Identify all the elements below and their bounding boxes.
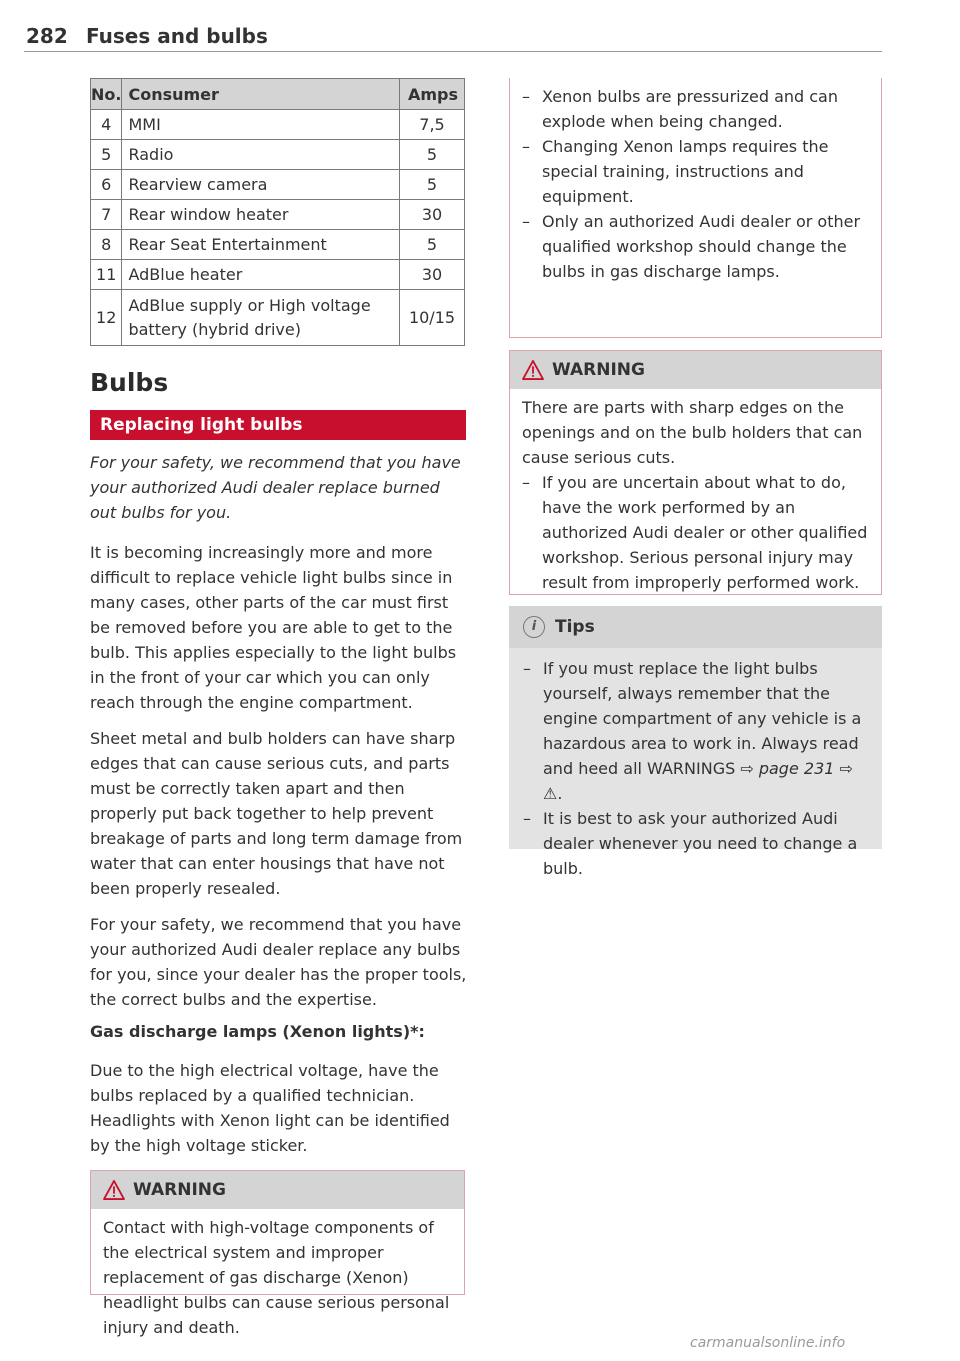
cell-amps: 30 (400, 260, 465, 290)
warning-title: WARNING (552, 360, 645, 380)
list-item (523, 656, 868, 806)
tips-box (509, 606, 882, 878)
table-row (91, 230, 465, 260)
cell-amps: 5 (400, 170, 465, 200)
fuse-table-header (91, 79, 465, 110)
table-row (91, 170, 465, 200)
cell-consumer: Rear window heater (122, 200, 400, 230)
cell-amps: 10/15 (400, 290, 465, 346)
list-item: – If you are uncertain about what to do, have the work performed by an authorized Audi dealer or other qualified workshop. Serious personal injury may result from improperly performed work. (522, 470, 869, 595)
warning-list (522, 470, 869, 595)
col-header-no: No. (91, 79, 122, 110)
cell-consumer: AdBlue supply or High voltage battery (hybrid drive) (122, 290, 400, 346)
warning-title: WARNING (133, 1180, 226, 1200)
replacing-bulbs-subheading: Replacing light bulbs (90, 410, 466, 440)
table-row (91, 200, 465, 230)
warning-box-xenon-continued (509, 78, 882, 338)
cell-no: 4 (91, 110, 122, 140)
table-row (91, 140, 465, 170)
table-row (91, 290, 465, 346)
cell-amps: 5 (400, 230, 465, 260)
cell-consumer: Rear Seat Entertainment (122, 230, 400, 260)
cell-no: 6 (91, 170, 122, 200)
cell-no: 11 (91, 260, 122, 290)
warning-triangle-icon (522, 360, 544, 380)
col-header-consumer: Consumer (122, 79, 400, 110)
tips-title: Tips (555, 617, 595, 637)
cell-consumer: AdBlue heater (122, 260, 400, 290)
bulbs-heading: Bulbs (90, 368, 169, 397)
list-item: – Only an authorized Audi dealer or other qualified workshop should change the bulbs in gas discharge lamps. (522, 209, 869, 284)
tips-body (509, 648, 882, 889)
warning-header (510, 351, 881, 389)
paragraph-difficulty: It is becoming increasingly more and more difficult to replace vehicle light bulbs since in many cases, other parts of the car must first be removed before you are able to get to the bulb. This applies especially to the light bulbs in the front of your car which you can only reach through the engine compartment. (90, 543, 457, 712)
warning-reference: ⇨ ⚠. (543, 759, 853, 803)
cell-consumer: Rearview camera (122, 170, 400, 200)
col-header-amps: Amps (400, 79, 465, 110)
paragraph-xenon: Due to the high electrical voltage, have the bulbs replaced by a qualified technician. Headlights with Xenon light can be identified by the high voltage sticker. (90, 1061, 450, 1155)
page-number: 282 (26, 24, 68, 48)
cell-consumer: Radio (122, 140, 400, 170)
paragraph-sharp-edges: Sheet metal and bulb holders can have sharp edges that can cause serious cuts, and parts must be correctly taken apart and then properly put back together to help prevent breakage of parts and long term damage from water that can enter housings that have not been properly resealed. (90, 729, 463, 898)
warning-body (510, 389, 881, 603)
warning-continued-body (510, 78, 881, 292)
warning-box-sharp-edges (509, 350, 882, 595)
page-reference-link[interactable]: ⇨ page 231 (740, 759, 835, 778)
warning-box-xenon (90, 1170, 465, 1337)
list-item: – Changing Xenon lamps requires the special training, instructions and equipment. (522, 134, 869, 209)
info-icon: i (523, 616, 545, 638)
header-divider (24, 51, 882, 52)
paragraph-safety: For your safety, we recommend that you have your authorized Audi dealer replace any bulbs for you, since your dealer has the proper tools, the correct bulbs and the expertise. (90, 915, 467, 1009)
table-row (91, 260, 465, 290)
watermark-text: carmanualsonline.info (690, 1335, 846, 1351)
warning-intro: There are parts with sharp edges on the openings and on the bulb holders that can cause serious cuts. (522, 398, 863, 467)
warning-intro: Contact with high-voltage components of the electrical system and improper replacement of gas discharge (Xenon) headlight bulbs can cause serious personal injury and death. (103, 1218, 450, 1337)
section-title: Fuses and bulbs (86, 24, 268, 48)
list-item: – Xenon bulbs are pressurized and can explode when being changed. (522, 84, 869, 134)
table-row (91, 110, 465, 140)
warning-list (522, 84, 869, 284)
warning-triangle-icon (103, 1180, 125, 1200)
cell-no: 7 (91, 200, 122, 230)
tip-text: If you must replace the light bulbs yourself, always remember that the engine compartment of any vehicle is a hazardous area to work in. Always read and heed all WARNINGS (543, 659, 862, 778)
cell-amps: 5 (400, 140, 465, 170)
cell-amps: 30 (400, 200, 465, 230)
list-item: – It is best to ask your authorized Audi dealer whenever you need to change a bulb. (523, 806, 868, 881)
tips-list (523, 656, 868, 881)
cell-no: 8 (91, 230, 122, 260)
cell-amps: 7,5 (400, 110, 465, 140)
cell-consumer: MMI (122, 110, 400, 140)
cell-no: 12 (91, 290, 122, 346)
warning-header (91, 1171, 464, 1209)
tips-header (509, 606, 882, 648)
cell-no: 5 (91, 140, 122, 170)
fuse-table (90, 78, 465, 346)
intro-paragraph: For your safety, we recommend that you have your authorized Audi dealer replace burned out bulbs for you. (90, 453, 461, 522)
gas-discharge-title: Gas discharge lamps (Xenon lights)*: (90, 1022, 425, 1041)
